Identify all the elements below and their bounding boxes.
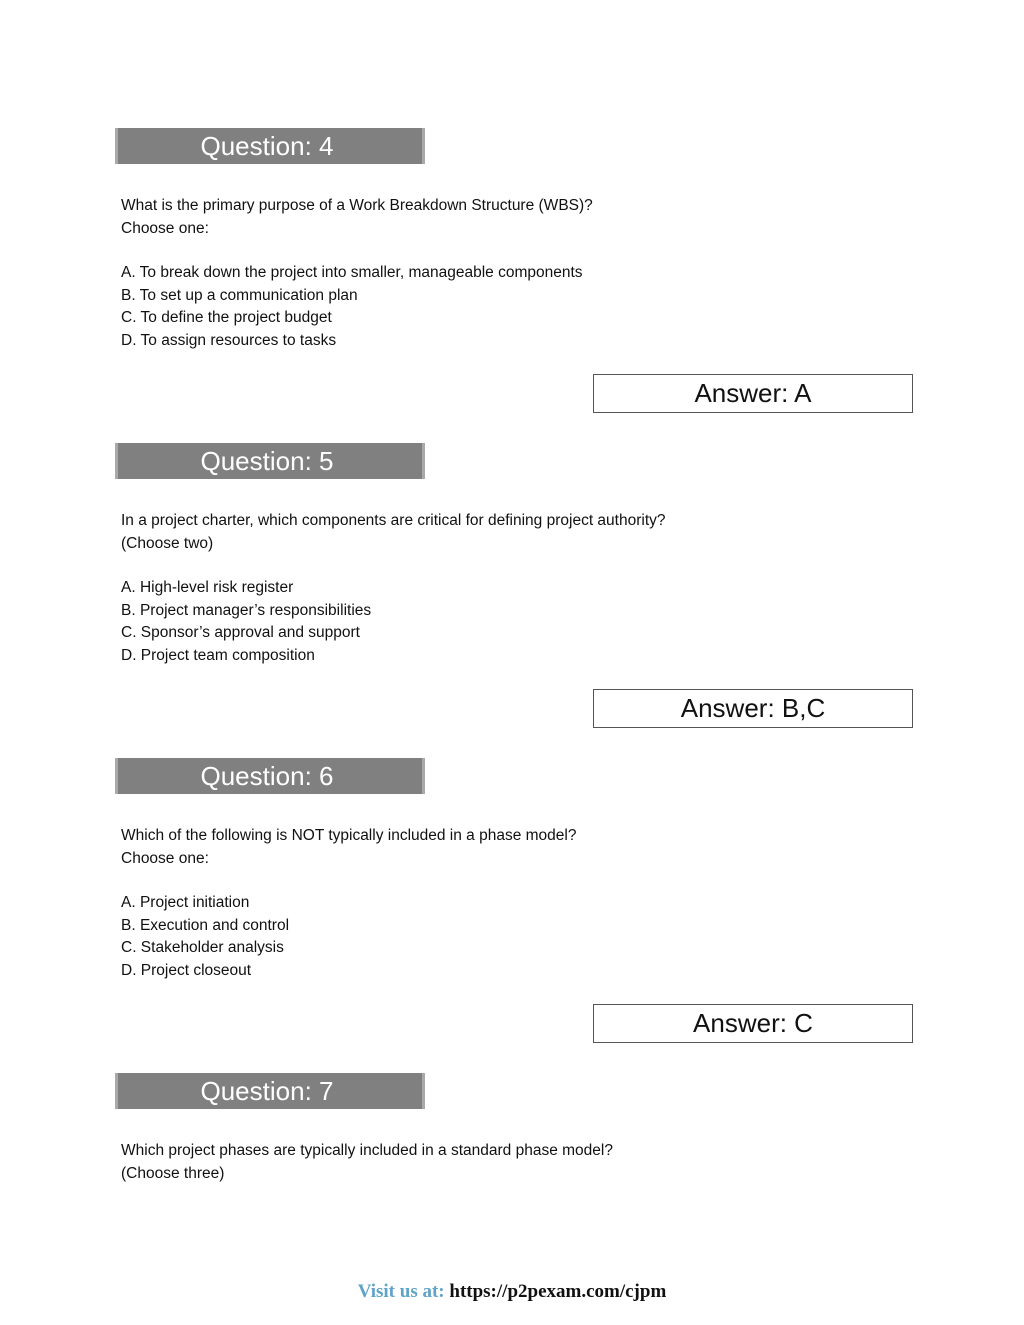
option: A. Project initiation <box>121 894 250 911</box>
option: D. Project closeout <box>121 961 252 979</box>
question-7-text: Which project phases are typically included in a standard phase model? (Choose three) <box>121 1142 613 1182</box>
option: B. Project manager’s responsibilities <box>121 601 372 619</box>
option: C. Sponsor’s approval and support <box>121 624 360 641</box>
option: D. Project team composition <box>121 646 315 664</box>
question-4-answer: Answer: A <box>593 374 913 413</box>
option: C. Stakeholder analysis <box>121 939 284 956</box>
option: C. To define the project budget <box>121 309 332 326</box>
footer-url-link[interactable]: https://p2pexam.com/cjpm <box>449 1281 667 1302</box>
footer-label: Visit us at: <box>357 1281 445 1302</box>
question-6-answer: Answer: C <box>593 1004 913 1043</box>
option: A. To break down the project into smaller, manageable components <box>121 264 583 281</box>
option: B. Execution and control <box>121 916 290 934</box>
question-5-options <box>121 577 371 667</box>
question-7-header: Question: 7 <box>115 1073 425 1109</box>
question-6-options <box>121 892 289 982</box>
question-6-text: Which of the following is NOT typically included in a phase model? Choose one: <box>121 827 577 867</box>
footer <box>0 1281 1024 1303</box>
question-6-header: Question: 6 <box>115 758 425 794</box>
question-5-answer: Answer: B,C <box>593 689 913 728</box>
option: B. To set up a communication plan <box>121 286 358 304</box>
question-5-header: Question: 5 <box>115 443 425 479</box>
question-4-text: What is the primary purpose of a Work Breakdown Structure (WBS)? Choose one: <box>121 197 593 237</box>
option: A. High-level risk register <box>121 579 294 596</box>
question-4-options <box>121 262 583 352</box>
question-4-header: Question: 4 <box>115 128 425 164</box>
question-5-text: In a project charter, which components are critical for defining project authority? (Choose two) <box>121 512 666 552</box>
option: D. To assign resources to tasks <box>121 331 337 349</box>
